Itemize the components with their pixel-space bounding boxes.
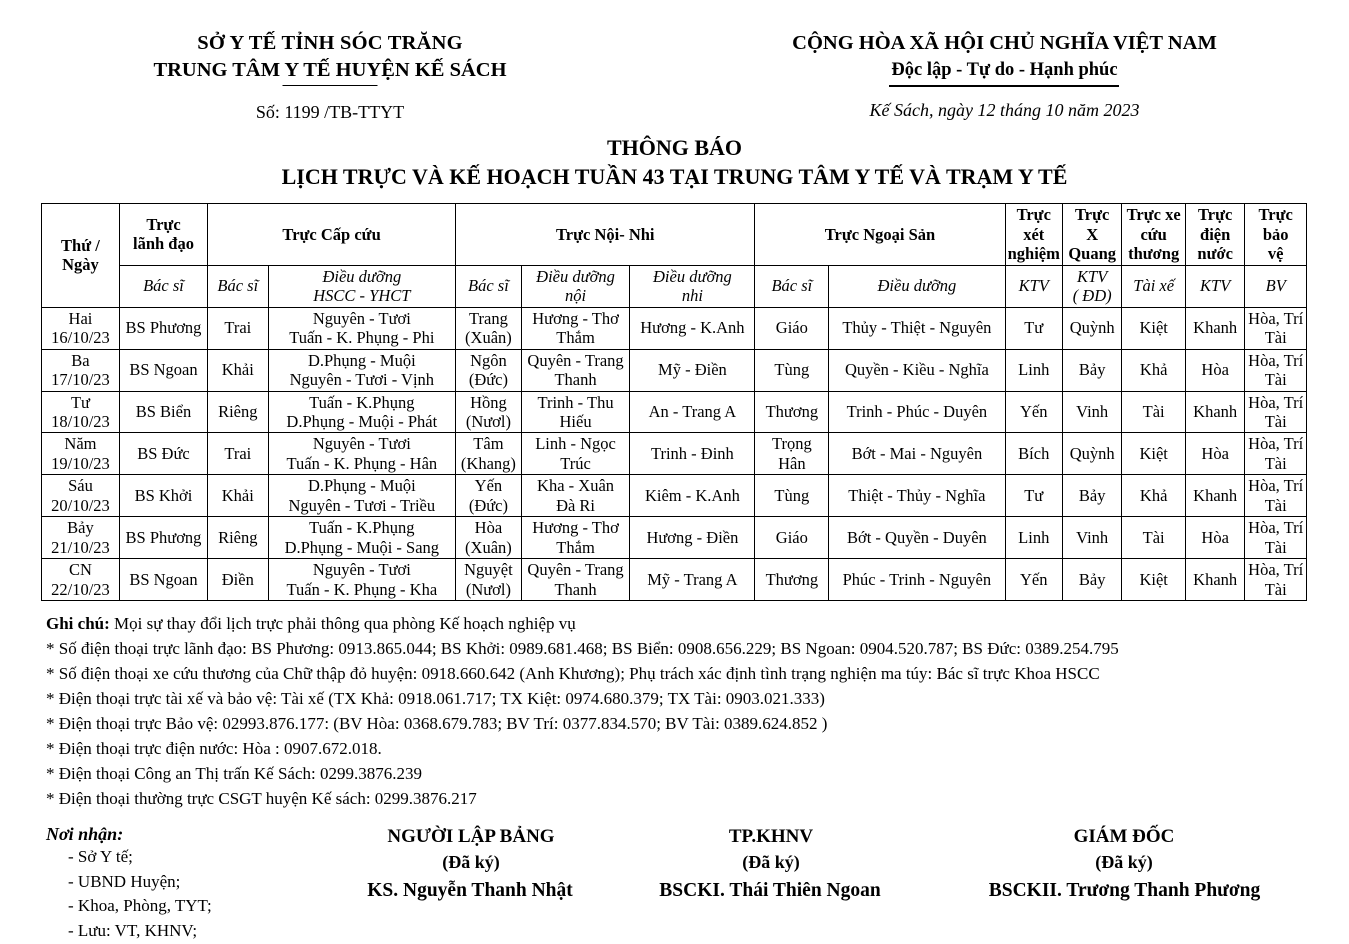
cell-ambulance: Khả (1122, 349, 1186, 391)
khnv-signed-mark: (Đã ký) (742, 851, 800, 872)
cell-np-doctor: Ngôn (Đức) (456, 349, 522, 391)
recipient-item: - Lưu: VT, KHNV; (68, 920, 198, 940)
cell-nurse-pediatric: Kiêm - K.Anh (630, 475, 755, 517)
cell-ambulance: Kiệt (1122, 433, 1186, 475)
note-line-driver-security-phones: * Điện thoại trực tài xế và bảo vệ: Tài xế (TX Khả: 0918.061.717; TX Kiệt: 0974.680.379; TX Tài: 0903.021.333) (46, 689, 825, 709)
cell-er-nurse: D.Phụng - Muội Nguyên - Tươi - Triều (268, 475, 456, 517)
cell-utility: Hòa (1185, 517, 1244, 559)
cell-leadership: BS Biển (119, 391, 207, 433)
cell-np-doctor: Trang (Xuân) (456, 307, 522, 349)
cell-xray: Quỳnh (1062, 433, 1121, 475)
cell-er-doctor: Khải (208, 349, 268, 391)
cell-er-nurse: Nguyên - Tươi Tuấn - K. Phụng - Hân (268, 433, 456, 475)
cell-day: Năm 19/10/23 (42, 433, 120, 475)
roster-table-container (41, 203, 1307, 601)
subheader-security: BV (1245, 265, 1307, 307)
cell-utility: Khanh (1185, 475, 1244, 517)
cell-er-doctor: Khải (208, 475, 268, 517)
table-row (42, 559, 1307, 601)
cell-np-doctor: Nguyệt (Nươl) (456, 559, 522, 601)
notes-section (46, 612, 1349, 812)
cell-lab: Tư (1005, 307, 1062, 349)
cell-ambulance: Khả (1122, 475, 1186, 517)
cell-np-doctor: Tâm (Khang) (456, 433, 522, 475)
national-motto: Độc lập - Tự do - Hạnh phúc (891, 58, 1117, 83)
cell-er-nurse: Tuấn - K.Phụng D.Phụng - Muội - Sang (268, 517, 456, 559)
preparer-signed-mark: (Đã ký) (442, 851, 500, 872)
cell-so-doctor: Giáo (755, 517, 829, 559)
note-line-police-phone: * Điện thoại Công an Thị trấn Kế Sách: 0299.3876.239 (46, 764, 422, 784)
cell-day: CN 22/10/23 (42, 559, 120, 601)
cell-so-nurse: Bớt - Quyền - Duyên (829, 517, 1005, 559)
table-row (42, 433, 1307, 475)
cell-leadership: BS Phương (119, 307, 207, 349)
province-health-department: SỞ Y TẾ TỈNH SÓC TRĂNG (197, 32, 463, 54)
cell-day: Tư 18/10/23 (42, 391, 120, 433)
page-subtitle: LỊCH TRỰC VÀ KẾ HOẠCH TUẦN 43 TẠI TRUNG TÂM Y TẾ VÀ TRẠM Y TẾ (281, 163, 1068, 189)
cell-np-doctor: Hồng (Nươl) (456, 391, 522, 433)
cell-er-nurse: Tuấn - K.Phụng D.Phụng - Muội - Phát (268, 391, 456, 433)
cell-security: Hòa, Trí Tài (1245, 475, 1307, 517)
cell-nurse-internal: Hương - Thơ Thắm (521, 517, 630, 559)
cell-ambulance: Kiệt (1122, 559, 1186, 601)
subheader-so-nurse: Điều dưỡng (829, 265, 1005, 307)
cell-nurse-pediatric: Mỹ - Điền (630, 349, 755, 391)
cell-er-doctor: Trai (208, 433, 268, 475)
table-row (42, 307, 1307, 349)
col-header-utility: Trực điện nước (1185, 204, 1244, 265)
cell-nurse-internal: Linh - Ngọc Trúc (521, 433, 630, 475)
cell-leadership: BS Ngoan (119, 559, 207, 601)
col-header-ambulance: Trực xe cứu thương (1122, 204, 1186, 265)
document-header (0, 0, 1349, 123)
cell-er-doctor: Riêng (208, 517, 268, 559)
cell-so-nurse: Bớt - Mai - Nguyên (829, 433, 1005, 475)
subheader-np-doctor: Bác sĩ (456, 265, 522, 307)
cell-lab: Yến (1005, 559, 1062, 601)
cell-ambulance: Kiệt (1122, 307, 1186, 349)
cell-nurse-pediatric: Hương - Điền (630, 517, 755, 559)
subheader-nurse-pediatric: Điều dưỡng nhi (630, 265, 755, 307)
cell-security: Hòa, Trí Tài (1245, 433, 1307, 475)
cell-utility: Khanh (1185, 559, 1244, 601)
issuing-organization-block (0, 30, 660, 123)
notes-intro-text: Mọi sự thay đổi lịch trực phải thông qua phòng Kế hoạch nghiệp vụ (109, 614, 576, 634)
recipient-item: - Sở Y tế; (68, 847, 133, 867)
director-signed-mark: (Đã ký) (1095, 851, 1153, 872)
header-row-sub (42, 265, 1307, 307)
khnv-name: BSCKI. Thái Thiên Ngoan (659, 880, 881, 901)
page-title: THÔNG BÁO (606, 135, 743, 161)
cell-nurse-internal: Trinh - Thu Hiếu (521, 391, 630, 433)
cell-utility: Khanh (1185, 307, 1244, 349)
document-number: Số: 1199 /TB-TTYT (255, 102, 405, 123)
director-title: GIÁM ĐỐC (1073, 826, 1175, 848)
subheader-er-doctor: Bác sĩ (208, 265, 268, 307)
note-line-leadership-phones: * Số điện thoại trực lãnh đạo: BS Phương: 0913.865.044; BS Khởi: 0989.681.468; BS Biển: 0908.656.229; BS Ngoan: 0904.520.787; BS Đức: 0389.254.795 (46, 639, 1119, 659)
cell-so-doctor: Thương (755, 559, 829, 601)
cell-xray: Vinh (1062, 391, 1121, 433)
subheader-driver: Tài xế (1122, 265, 1186, 307)
preparer-title: NGƯỜI LẬP BẢNG (387, 826, 555, 848)
cell-er-nurse: Nguyên - Tươi Tuấn - K. Phụng - Kha (268, 559, 456, 601)
cell-np-doctor: Yến (Đức) (456, 475, 522, 517)
country-name: CỘNG HÒA XÃ HỘI CHỦ NGHĨA VIỆT NAM (792, 32, 1217, 54)
subheader-utility-tech: KTV (1185, 265, 1244, 307)
subheader-so-doctor: Bác sĩ (755, 265, 829, 307)
subheader-lab-tech: KTV (1005, 265, 1062, 307)
recipient-item: - UBND Huyện; (68, 871, 181, 891)
cell-er-doctor: Riêng (208, 391, 268, 433)
col-header-surgery-obstetrics: Trực Ngoại Sản (755, 204, 1005, 265)
national-heading-block (660, 30, 1349, 123)
col-header-day: Thứ / Ngày (42, 204, 120, 307)
cell-er-doctor: Trai (208, 307, 268, 349)
table-body (42, 307, 1307, 601)
header-row-group (42, 204, 1307, 265)
cell-day: Sáu 20/10/23 (42, 475, 120, 517)
cell-er-nurse: Nguyên - Tươi Tuấn - K. Phụng - Phi (268, 307, 456, 349)
names-spacer (0, 880, 320, 902)
duty-roster-table (41, 203, 1307, 601)
cell-er-doctor: Điền (208, 559, 268, 601)
cell-day: Bảy 21/10/23 (42, 517, 120, 559)
cell-nurse-internal: Hương - Thơ Thắm (521, 307, 630, 349)
cell-security: Hòa, Trí Tài (1245, 391, 1307, 433)
col-header-security: Trực bảo vệ (1245, 204, 1307, 265)
cell-so-doctor: Thương (755, 391, 829, 433)
note-line-traffic-police-phone: * Điện thoại thường trực CSGT huyện Kế sách: 0299.3876.217 (46, 789, 477, 809)
note-line-security-phones: * Điện thoại trực Bảo vệ: 02993.876.177: (BV Hòa: 0368.679.783; BV Trí: 0377.834.570; BV Tài: 0389.624.852 ) (46, 714, 828, 734)
table-row (42, 517, 1307, 559)
cell-nurse-pediatric: Mỹ - Trang A (630, 559, 755, 601)
khnv-title: TP.KHNV (728, 826, 814, 848)
notes-label: Ghi chú: (46, 614, 110, 634)
cell-security: Hòa, Trí Tài (1245, 559, 1307, 601)
cell-nurse-pediatric: Hương - K.Anh (630, 307, 755, 349)
cell-ambulance: Tài (1122, 391, 1186, 433)
cell-security: Hòa, Trí Tài (1245, 307, 1307, 349)
cell-xray: Quỳnh (1062, 307, 1121, 349)
cell-xray: Bảy (1062, 475, 1121, 517)
signatory-names-row (0, 880, 1349, 902)
cell-so-doctor: Giáo (755, 307, 829, 349)
cell-nurse-internal: Quyên - Trang Thanh (521, 559, 630, 601)
cell-lab: Yến (1005, 391, 1062, 433)
col-header-lab: Trực xét nghiệm (1005, 204, 1062, 265)
note-line-utility-phone: * Điện thoại trực điện nước: Hòa : 0907.672.018. (46, 739, 382, 759)
subheader-nurse-internal: Điều dưỡng nội (521, 265, 630, 307)
cell-lab: Linh (1005, 517, 1062, 559)
cell-nurse-pediatric: An - Trang A (630, 391, 755, 433)
preparer-name: KS. Nguyễn Thanh Nhật (367, 880, 573, 901)
subheader-er-nurse: Điều dưỡng HSCC - YHCT (268, 265, 456, 307)
director-name: BSCKII. Trương Thanh Phương (988, 880, 1261, 901)
cell-leadership: BS Phương (119, 517, 207, 559)
cell-day: Ba 17/10/23 (42, 349, 120, 391)
subheader-xray-tech: KTV ( ĐD) (1062, 265, 1121, 307)
cell-so-nurse: Trinh - Phúc - Duyên (829, 391, 1005, 433)
table-row (42, 349, 1307, 391)
col-header-xray: Trực X Quang (1062, 204, 1121, 265)
cell-so-doctor: Tùng (755, 349, 829, 391)
subheader-lead-doctor: Bác sĩ (119, 265, 207, 307)
cell-nurse-pediatric: Trinh - Đinh (630, 433, 755, 475)
cell-leadership: BS Đức (119, 433, 207, 475)
table-row (42, 391, 1307, 433)
cell-so-nurse: Thủy - Thiệt - Nguyên (829, 307, 1005, 349)
cell-np-doctor: Hòa (Xuân) (456, 517, 522, 559)
cell-ambulance: Tài (1122, 517, 1186, 559)
cell-utility: Khanh (1185, 391, 1244, 433)
col-header-emergency: Trực Cấp cứu (208, 204, 456, 265)
cell-day: Hai 16/10/23 (42, 307, 120, 349)
cell-security: Hòa, Trí Tài (1245, 349, 1307, 391)
place-and-date: Kế Sách, ngày 12 tháng 10 năm 2023 (869, 99, 1140, 120)
cell-so-nurse: Thiệt - Thủy - Nghĩa (829, 475, 1005, 517)
district-health-center: TRUNG TÂM Y TẾ HUYỆN KẾ SÁCH (153, 57, 506, 84)
cell-nurse-internal: Kha - Xuân Đà Ri (521, 475, 630, 517)
cell-leadership: BS Khởi (119, 475, 207, 517)
cell-lab: Linh (1005, 349, 1062, 391)
note-line-ambulance-phone: * Số điện thoại xe cứu thương của Chữ thập đỏ huyện: 0918.660.642 (Anh Khương); Phụ trách xác định tình trạng nghiện ma túy: Bác sĩ trực Khoa HSCC (46, 664, 1100, 684)
cell-so-doctor: Tùng (755, 475, 829, 517)
cell-lab: Bích (1005, 433, 1062, 475)
note-intro (46, 612, 1349, 637)
cell-xray: Vinh (1062, 517, 1121, 559)
cell-nurse-internal: Quyên - Trang Thanh (521, 349, 630, 391)
table-row (42, 475, 1307, 517)
col-header-leadership: Trực lãnh đạo (119, 204, 207, 265)
cell-so-nurse: Quyền - Kiều - Nghĩa (829, 349, 1005, 391)
cell-xray: Bảy (1062, 559, 1121, 601)
recipient-item: - Khoa, Phòng, TYT; (68, 896, 212, 916)
table-header (42, 204, 1307, 307)
cell-security: Hòa, Trí Tài (1245, 517, 1307, 559)
document-title-block (0, 134, 1349, 190)
cell-er-nurse: D.Phụng - Muội Nguyên - Tươi - Vịnh (268, 349, 456, 391)
cell-so-nurse: Phúc - Trinh - Nguyên (829, 559, 1005, 601)
cell-lab: Tư (1005, 475, 1062, 517)
cell-utility: Hòa (1185, 349, 1244, 391)
cell-utility: Hòa (1185, 433, 1244, 475)
cell-so-doctor: Trọng Hân (755, 433, 829, 475)
recipients-title: Nơi nhận: (46, 824, 124, 845)
col-header-internal-pediatric: Trực Nội- Nhi (456, 204, 755, 265)
cell-leadership: BS Ngoan (119, 349, 207, 391)
cell-xray: Bảy (1062, 349, 1121, 391)
